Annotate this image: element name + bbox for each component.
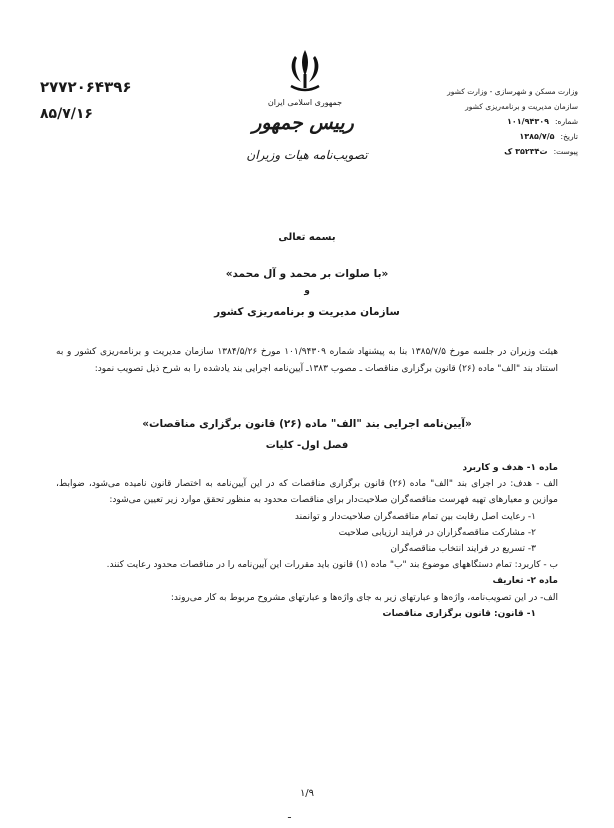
meta-row: سازمان مدیریت و برنامه‌ریزی کشور [465, 102, 578, 111]
page-number: ۱/۹ [299, 788, 315, 799]
intro-paragraph: هیئت وزیران در جلسه مورخ ۱۳۸۵/۷/۵ بنا به پیشنهاد شماره ۱۰۱/۹۴۳۰۹ مورخ ۱۳۸۴/۵/۲۶ سازمان مدیریت و برنامه‌ریزی کشور و به استناد بند "الف" ماده (۲۶) قانون برگزاری مناقصات ـ مصوب ۱۳۸۳ـ آیین‌نامه اجرایی بند یادشده را به شرح ذیل تصویب نمود: [56, 347, 558, 374]
article-1-heading: ماده ۱- هدف و کاربرد [462, 463, 558, 473]
clause-be: ب - کاربرد: تمام دستگاههای موضوع بند "ب" ماده (۱) قانون باید مقررات این آیین‌نامه را در مناقصات محدود رعایت کنند. [106, 560, 558, 571]
definition-item: ۱- قانون: قانون برگزاری مناقصات [382, 608, 536, 619]
list-item: ۱- رعایت اصل رقابت بین تمام مناقصه‌گران صلاحیت‌دار و توانمند [294, 511, 536, 522]
meta-row-attachment: پیوست:ت۳۵۲۳۴ ک [504, 147, 578, 156]
meta-row-number: شماره:۱۰۱/۹۴۳۰۹ [507, 117, 578, 126]
letterhead-country: جمهوری اسلامی ایران [267, 98, 343, 107]
list-item: ۲- مشارکت مناقصه‌گزاران در فرایند ارزیابی صلاحیت [338, 527, 536, 538]
footer-mark: ـ [288, 810, 291, 821]
letter-metadata [403, 84, 578, 159]
addressee: سازمان مدیریت و برنامه‌ریزی کشور [214, 306, 400, 318]
clause-alef: الف - هدف: در اجرای بند "الف" ماده (۲۶) قانون برگزاری مناقصات که در این آیین‌نامه به اختصار قانون نامیده می‌شود، ضوابط، موازین و معیارهای تهیه فهرست مناقصه‌گران صلاحیت‌دار برای مناقصات محدود به منظور تحقق موارد زیر تعیین می‌شود: [56, 479, 558, 506]
letterhead-title: رییس جمهور [252, 112, 354, 134]
salawat-line: «با صلوات بر محمد و آل محمد» [225, 268, 389, 280]
conjunction-line: و [304, 286, 310, 296]
chapter-heading: فصل اول- کلیات [265, 440, 349, 451]
regulation-body [56, 460, 558, 622]
list-item: ۳- تسریع در فرایند انتخاب مناقصه‌گران [390, 544, 536, 555]
meta-row: وزارت مسکن و شهرسازی - وزارت کشور [447, 87, 578, 96]
stamp-reference-number: ۲۷۷۲۰۶۴۳۹۶ [40, 78, 132, 96]
letterhead-subtitle: تصویب‌نامه هیات وزیران [246, 148, 368, 162]
definitions-intro: الف- در این تصویب‌نامه، واژه‌ها و عبارتهای زیر به جای واژه‌ها و عبارتهای مشروح مربوط به کار می‌روند: [170, 592, 558, 603]
article-2-heading: ماده ۲- تعاریف [492, 576, 558, 587]
stamp-reference-date: ۸۵/۷/۱۶ [40, 106, 93, 122]
iran-emblem-icon [283, 46, 327, 96]
basmala: بسمه تعالی [278, 232, 336, 243]
meta-row-date: تاریخ:۱۳۸۵/۷/۵ [519, 132, 578, 141]
regulation-title: «آیین‌نامه اجرایی بند "الف" ماده (۲۶) قانون برگزاری مناقصات» [142, 418, 472, 430]
